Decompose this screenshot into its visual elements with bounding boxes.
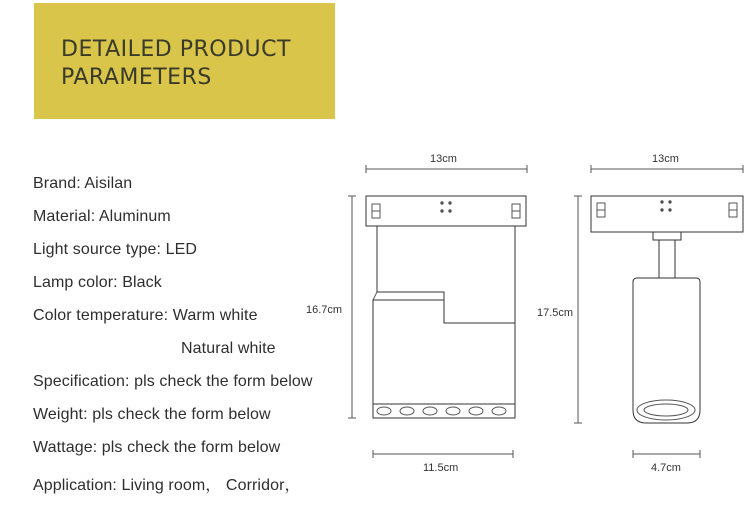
dim-right-width: 13cm <box>652 153 679 165</box>
lamp-side-view-drawing <box>348 165 527 458</box>
title-line-1: DETAILED PRODUCT <box>61 37 291 62</box>
dim-left-height: 16.7cm <box>306 304 343 316</box>
spec-brand: Brand: Aisilan <box>33 175 133 192</box>
dim-left-width: 13cm <box>430 153 457 165</box>
title-line-2: PARAMETERS <box>61 65 212 90</box>
dim-right-bottom: 4.7cm <box>651 462 681 474</box>
spec-wattage: Wattage: pls check the form below <box>33 439 281 456</box>
lamp-front-view-drawing <box>574 165 743 458</box>
spec-color-temperature: Color temperature: Warm white <box>33 307 258 324</box>
spec-lamp-color: Lamp color: Black <box>33 274 162 291</box>
dim-left-bottom: 11.5cm <box>423 462 459 474</box>
spec-application: Application: Living room， Corridor， <box>33 477 301 494</box>
spec-weight: Weight: pls check the form below <box>33 406 271 423</box>
spec-light-source: Light source type: LED <box>33 241 198 258</box>
spec-specification: Specification: pls check the form below <box>33 373 313 390</box>
dim-right-height: 17.5cm <box>537 307 574 319</box>
spec-color-temperature-2: Natural white <box>181 340 276 357</box>
spec-material: Material: Aluminum <box>33 208 171 225</box>
